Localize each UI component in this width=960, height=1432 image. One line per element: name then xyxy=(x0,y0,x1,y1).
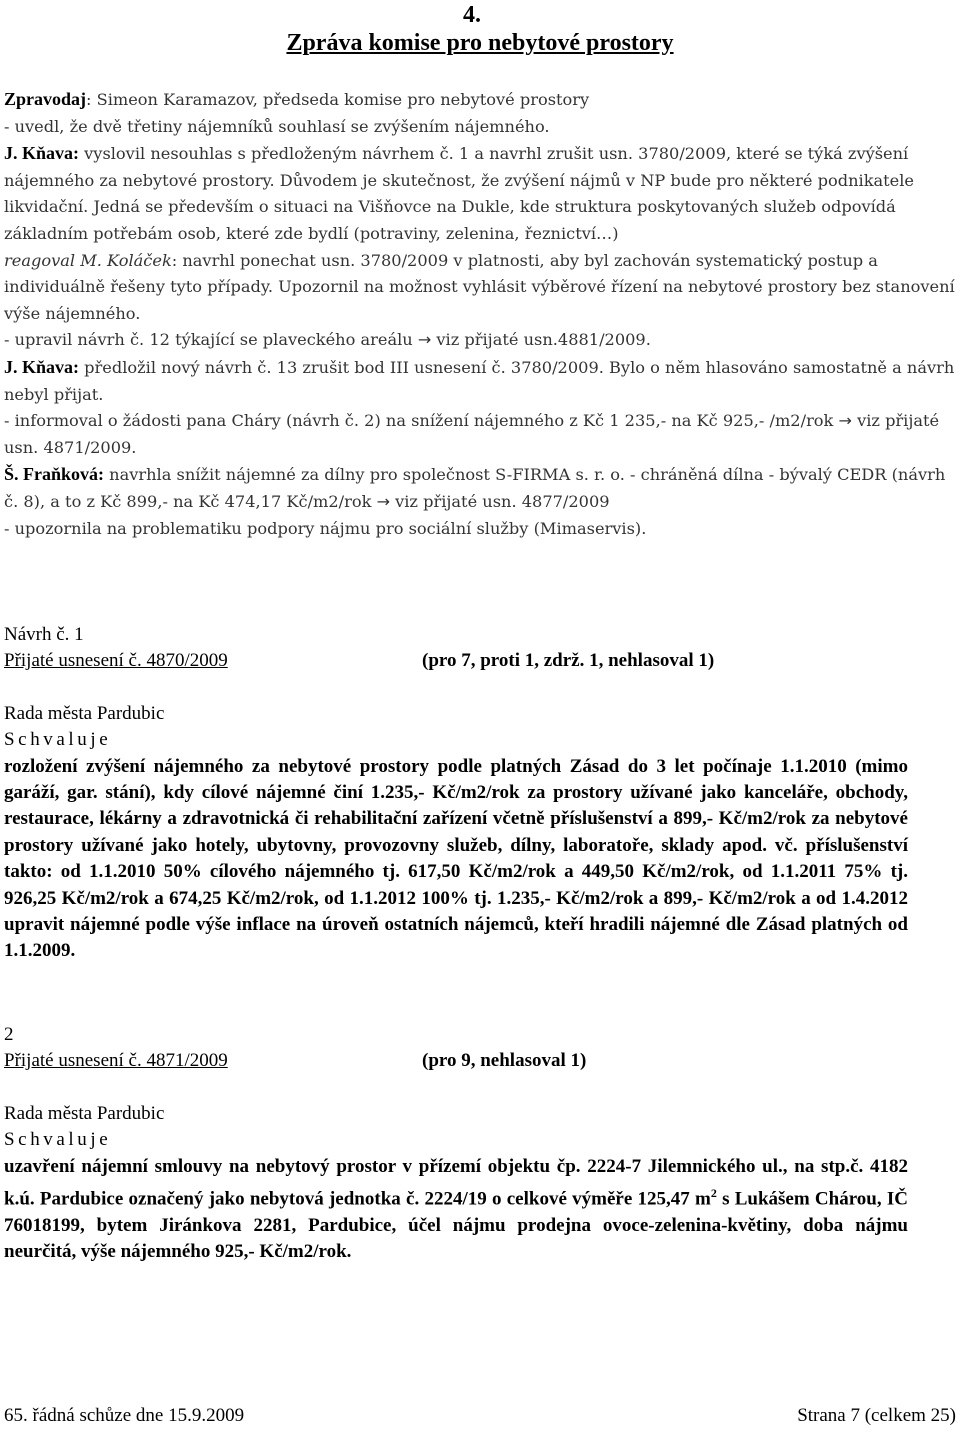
resolution-1 xyxy=(4,622,908,965)
accepted-row xyxy=(4,1048,908,1074)
report-line-5: - upravil návrh č. 12 týkající se plaveckého areálu → viz přijaté usn.4881/2009. xyxy=(4,330,651,350)
resolution-text: uzavření nájemní smlouvy na nebytový prostor v přízemí objektu čp. 2224-7 Jilemnického ul., na stp.č. 4182 k.ú. Pardubice označený jako nebytová jednotka č. 2224/19 o celkové výměře 125,47 $m^2$ s Lukášem Chárou, IČ 76018199, bytem Jiránkova 2281, Pardubice, účel nájmu prodejna ovoce-zelenina-květiny, doba nájmu neurčitá, výše nájemného 925,- Kč/m2/rok. xyxy=(4,1155,908,1263)
report-section xyxy=(4,86,956,542)
arrow-icon: → xyxy=(376,491,390,511)
accepted-row xyxy=(4,648,908,674)
footer-page-number: Strana 7 (celkem 25) xyxy=(797,1405,956,1426)
reporter-line: Zpravodaj: Simeon Karamazov, předseda komise pro nebytové prostory xyxy=(4,89,590,109)
resolution-2 xyxy=(4,1022,908,1266)
accepted-resolution: Přijaté usnesení č. 4871/2009 xyxy=(4,1050,228,1072)
resolution-text: rozložení zvýšení nájemného za nebytové prostory podle platných Zásad do 3 let počínaje 1.1.2010 (mimo garáží, gar. stání), kdy cílové nájemné činí 1.235,- Kč/m2/rok za prostory užívané jako kanceláře, obchody, restaurace, lékárny a zdravotnická či rehabilitační zařízení včetně příslušenství a 899,- Kč/m2/rok za nebytové prostory užívané jako hotely, ubytovny, provozovny služeb, dílny, laboratoře, sklady apod. vč. příslušenství takto: od 1.1.2010 50% cílového nájemného tj. 617,50 Kč/m2/rok a 449,50 Kč/m2/rok, od 1.1.2011 75% tj. 926,25 Kč/m2/rok a 674,25 Kč/m2/rok, od 1.1.2012 100% tj. 1.235,- Kč/m2/rok a 899,- Kč/m2/rok a od 1.4.2012 upravit nájemné podle výše inflace na úroveň ostatních nájemců, kteří hradili nájemné dle Zásad platných od 1.1.2009. xyxy=(4,755,908,962)
item-number: 4. xyxy=(463,2,481,28)
arrow-icon: → xyxy=(417,330,432,350)
reporter-label: Zpravodaj xyxy=(4,89,87,109)
report-line-4: reagoval M. Koláček: navrhl ponechat usn. 3780/2009 v platnosti, aby byl zachován systematický postup a individuálně řešeny tyto případy. Upozornil na možnost vyhlásit výběrové řízení na nebytové prostory bez stanovení výše nájemného. xyxy=(4,250,955,323)
accepted-resolution: Přijaté usnesení č. 4870/2009 xyxy=(4,650,228,672)
approves-label: Schvaluje xyxy=(4,729,112,751)
report-line-7: - informoval o žádosti pana Cháry (návrh č. 2) na snížení nájemného z Kč 1 235,- na Kč 925,- /m2/rok → viz přijaté usn. 4871/2009. xyxy=(4,411,940,457)
vote-result: (pro 9, nehlasoval 1) xyxy=(422,1050,587,1072)
report-line-3: J. Kňava: vyslovil nesouhlas s předloženým návrhem č. 1 a navrhl zrušit usn. 3780/2009, které se týká zvýšení nájemného za nebytové prostory. Důvodem je skutečnost, že zvýšení nájmů v NP bude pro některé podnikatele likvidační. Jedná se především o situaci na Višňovce na Dukle, kde struktura poskytovaných služeb odpovídá základním potřebám osob, které zde bydlí (potraviny, zelenina, řeznictví…) xyxy=(4,143,914,243)
report-line-6: J. Kňava: předložil nový návrh č. 13 zrušit bod III usnesení č. 3780/2009. Bylo o něm hlasováno samostatně a návrh nebyl přijat. xyxy=(4,356,955,404)
page-title: Zpráva komise pro nebytové prostory xyxy=(286,30,674,56)
report-line-9: - upozornila na problematiku podpory nájmu pro sociální služby (Mimaservis). xyxy=(4,518,647,538)
council-name: Rada města Pardubic xyxy=(4,1102,165,1124)
proposal-label: Návrh č. 1 xyxy=(4,624,84,645)
approves-label: Schvaluje xyxy=(4,1129,112,1151)
vote-result: (pro 7, proti 1, zdrž. 1, nehlasoval 1) xyxy=(422,650,715,672)
arrow-icon: → xyxy=(838,411,852,431)
proposal-label: 2 xyxy=(4,1024,14,1045)
footer-meeting: 65. řádná schůze dne 15.9.2009 xyxy=(4,1405,245,1426)
council-name: Rada města Pardubic xyxy=(4,702,165,724)
report-line-8: Š. Fraňková: navrhla snížit nájemné za dílny pro společnost S-FIRMA s. r. o. - chráněná dílna - bývalý CEDR (návrh č. 8), a to z Kč 899,- na Kč 474,17 Kč/m2/rok → viz přijaté usn. 4877/2009 xyxy=(4,464,946,511)
report-line-2: - uvedl, že dvě třetiny nájemníků souhlasí se zvýšením nájemného. xyxy=(4,116,550,136)
